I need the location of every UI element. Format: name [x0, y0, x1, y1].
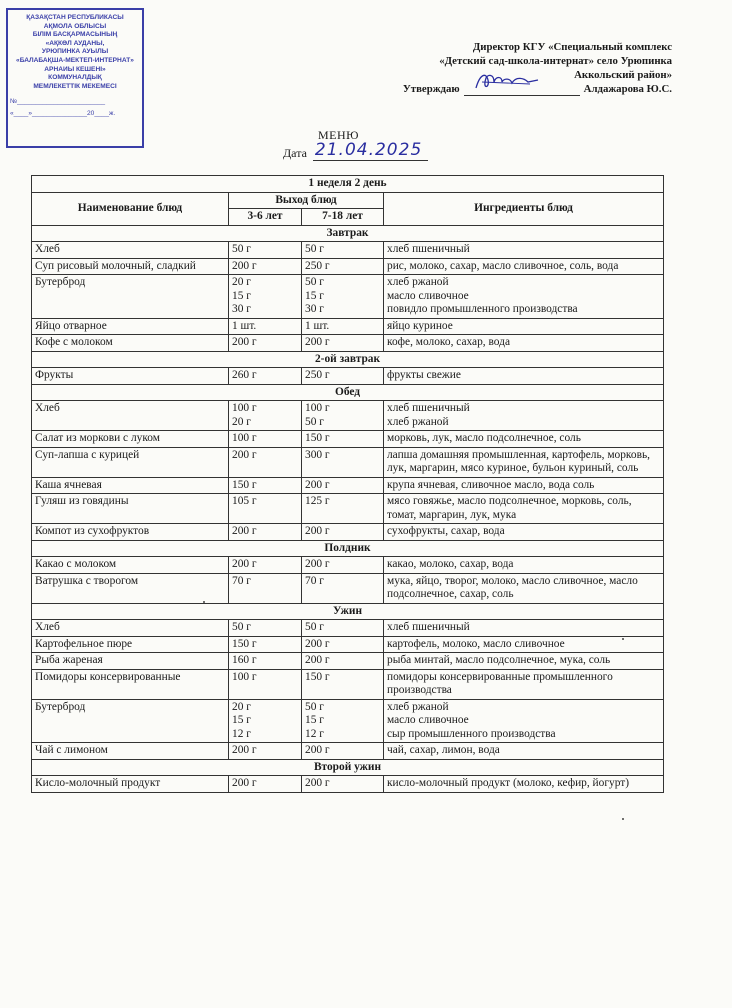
portion-3-6-cell: 100 г: [229, 431, 302, 448]
week-day-header: 1 неделя 2 день: [32, 176, 664, 193]
portion-7-18-cell: 125 г: [302, 494, 384, 524]
portion-3-6-cell: 200 г: [229, 743, 302, 760]
portion-3-6-cell: 200 г: [229, 335, 302, 352]
dish-name-cell: Яйцо отварное: [32, 318, 229, 335]
portion-3-6-cell: 70 г: [229, 573, 302, 603]
portion-7-18-cell: 100 г 50 г: [302, 401, 384, 431]
table-row: [32, 669, 664, 699]
portion-3-6-cell: 20 г 15 г 12 г: [229, 699, 302, 743]
meal-section-row: [32, 759, 664, 776]
meal-section-title: Обед: [32, 384, 664, 401]
stamp-line: АРНАЙЫ КЕШЕНІ»: [44, 65, 106, 73]
table-row: [32, 335, 664, 352]
ingredients-cell: лапша домашняя промышленная, картофель, морковь, лук, маргарин, мясо куриное, бульон куриный, соль: [384, 447, 664, 477]
dish-name-cell: Каша ячневая: [32, 477, 229, 494]
meal-section-row: [32, 540, 664, 557]
portion-7-18-cell: 200 г: [302, 776, 384, 793]
ingredients-cell: помидоры консервированные промышленного производства: [384, 669, 664, 699]
meal-section-row: [32, 384, 664, 401]
menu-body: [32, 225, 664, 792]
portion-7-18-cell: 70 г: [302, 573, 384, 603]
ingredients-cell: хлеб ржаной масло сливочное сыр промышленного производства: [384, 699, 664, 743]
table-row: [32, 275, 664, 319]
scan-speck: [622, 818, 624, 820]
meal-section-title: Полдник: [32, 540, 664, 557]
meal-section-title: Второй ужин: [32, 759, 664, 776]
portion-3-6-cell: 200 г: [229, 524, 302, 541]
portion-7-18-cell: 50 г 15 г 30 г: [302, 275, 384, 319]
ingredients-cell: хлеб пшеничный хлеб ржаной: [384, 401, 664, 431]
table-row: [32, 699, 664, 743]
table-row: [32, 494, 664, 524]
signature-line: [464, 82, 580, 96]
ingredients-cell: кофе, молоко, сахар, вода: [384, 335, 664, 352]
ingredients-cell: мясо говяжье, масло подсолнечное, морковь, соль, томат, маргарин, лук, мука: [384, 494, 664, 524]
dish-name-cell: Помидоры консервированные: [32, 669, 229, 699]
dish-name-cell: Ватрушка с творогом: [32, 573, 229, 603]
ingredients-cell: какао, молоко, сахар, вода: [384, 557, 664, 574]
portion-3-6-cell: 150 г: [229, 477, 302, 494]
portion-3-6-cell: 150 г: [229, 636, 302, 653]
dish-name-cell: Хлеб: [32, 242, 229, 259]
portion-3-6-cell: 200 г: [229, 557, 302, 574]
table-row: [32, 258, 664, 275]
table-row: [32, 431, 664, 448]
portion-7-18-cell: 200 г: [302, 653, 384, 670]
portion-7-18-cell: 200 г: [302, 636, 384, 653]
table-row: [32, 447, 664, 477]
stamp-number-line: №________________________: [10, 98, 106, 106]
table-row: [32, 573, 664, 603]
portion-3-6-cell: 200 г: [229, 447, 302, 477]
scan-speck: [203, 601, 205, 603]
table-row: [32, 477, 664, 494]
portion-7-18-cell: 300 г: [302, 447, 384, 477]
portion-3-6-cell: 200 г: [229, 776, 302, 793]
stamp-line: УРЮПИНКА АУЫЛЫ: [41, 48, 109, 56]
ingredients-cell: хлеб ржаной масло сливочное повидло промышленного производства: [384, 275, 664, 319]
table-row: [32, 620, 664, 637]
portion-7-18-cell: 200 г: [302, 524, 384, 541]
ingredients-cell: рис, молоко, сахар, масло сливочное, соль, вода: [384, 258, 664, 275]
handwritten-signature: [472, 70, 542, 94]
stamp-text: [10, 14, 140, 91]
approval-block: [342, 40, 672, 96]
approval-signature-row: [342, 82, 672, 96]
ingredients-cell: фрукты свежие: [384, 368, 664, 385]
approval-line-1: Директор КГУ «Специальный комплекс: [472, 41, 672, 53]
output-header: Выход блюд: [229, 192, 384, 209]
ingredients-cell: хлеб пшеничный: [384, 242, 664, 259]
dish-name-cell: Какао с молоком: [32, 557, 229, 574]
portion-7-18-cell: 150 г: [302, 669, 384, 699]
portion-7-18-cell: 150 г: [302, 431, 384, 448]
ingredients-cell: яйцо куриное: [384, 318, 664, 335]
meal-section-row: [32, 225, 664, 242]
stamp-line: «АҚКӨЛ АУДАНЫ,: [45, 39, 105, 47]
portion-3-6-cell: 50 г: [229, 620, 302, 637]
portion-3-6-cell: 100 г 20 г: [229, 401, 302, 431]
page-title: МЕНЮ: [318, 128, 359, 142]
meal-section-title: Ужин: [32, 603, 664, 620]
date-value: 21.04.2025: [313, 140, 428, 161]
ingredients-cell: картофель, молоко, масло сливочное: [384, 636, 664, 653]
stamp-line: ҚАЗАҚСТАН РЕСПУБЛИКАСЫ: [26, 14, 124, 21]
ingredients-cell: кисло-молочный продукт (молоко, кефир, йогурт): [384, 776, 664, 793]
age-3-6-header: 3-6 лет: [229, 209, 302, 226]
ingredients-header: Ингредиенты блюд: [384, 192, 664, 225]
portion-3-6-cell: 1 шт.: [229, 318, 302, 335]
dish-name-cell: Кофе с молоком: [32, 335, 229, 352]
portion-7-18-cell: 200 г: [302, 477, 384, 494]
dish-name-cell: Рыба жареная: [32, 653, 229, 670]
official-stamp: [6, 8, 144, 148]
approver-name: Алдажарова Ю.С.: [583, 83, 672, 95]
date-row: [283, 140, 428, 161]
dish-name-cell: Хлеб: [32, 401, 229, 431]
portion-3-6-cell: 100 г: [229, 669, 302, 699]
dish-name-cell: Чай с лимоном: [32, 743, 229, 760]
table-row: [32, 743, 664, 760]
ingredients-cell: хлеб пшеничный: [384, 620, 664, 637]
approval-line-3: Аккольский район»: [574, 69, 672, 81]
meal-section-title: Завтрак: [32, 225, 664, 242]
menu-table: [31, 175, 664, 793]
dish-name-cell: Салат из моркови с луком: [32, 431, 229, 448]
portion-7-18-cell: 50 г 15 г 12 г: [302, 699, 384, 743]
table-row: [32, 653, 664, 670]
portion-3-6-cell: 200 г: [229, 258, 302, 275]
meal-section-row: [32, 603, 664, 620]
dish-name-cell: Картофельное пюре: [32, 636, 229, 653]
dish-name-cell: Суп рисовый молочный, сладкий: [32, 258, 229, 275]
dish-name-cell: Бутерброд: [32, 699, 229, 743]
dish-name-cell: Компот из сухофруктов: [32, 524, 229, 541]
portion-3-6-cell: 160 г: [229, 653, 302, 670]
portion-7-18-cell: 200 г: [302, 557, 384, 574]
stamp-line: «БАЛАБАҚША-МЕКТЕП-ИНТЕРНАТ»: [16, 56, 134, 64]
table-row: [32, 524, 664, 541]
dish-name-cell: Бутерброд: [32, 275, 229, 319]
portion-7-18-cell: 200 г: [302, 743, 384, 760]
approval-line-2: «Детский сад-школа-интернат» село Урюпинка: [439, 55, 672, 67]
scan-speck: [622, 638, 624, 640]
stamp-line: КОММУНАЛДЫҚ: [48, 74, 102, 82]
ingredients-cell: мука, яйцо, творог, молоко, масло сливочное, масло подсолнечное, сахар, соль: [384, 573, 664, 603]
dish-name-header: Наименование блюд: [32, 192, 229, 225]
portion-3-6-cell: 105 г: [229, 494, 302, 524]
ingredients-cell: морковь, лук, масло подсолнечное, соль: [384, 431, 664, 448]
stamp-date-line: «____»_______________20____ж.: [10, 109, 116, 117]
table-row: [32, 368, 664, 385]
portion-7-18-cell: 250 г: [302, 368, 384, 385]
dish-name-cell: Суп-лапша с курицей: [32, 447, 229, 477]
dish-name-cell: Фрукты: [32, 368, 229, 385]
portion-7-18-cell: 200 г: [302, 335, 384, 352]
meal-section-title: 2-ой завтрак: [32, 351, 664, 368]
table-row: [32, 318, 664, 335]
approve-label: Утверждаю: [402, 83, 460, 95]
portion-3-6-cell: 20 г 15 г 30 г: [229, 275, 302, 319]
dish-name-cell: Кисло-молочный продукт: [32, 776, 229, 793]
portion-7-18-cell: 250 г: [302, 258, 384, 275]
table-row: [32, 557, 664, 574]
table-row: [32, 636, 664, 653]
stamp-line: АҚМОЛА ОБЛЫСЫ: [43, 22, 107, 30]
portion-3-6-cell: 260 г: [229, 368, 302, 385]
ingredients-cell: сухофрукты, сахар, вода: [384, 524, 664, 541]
stamp-line: БІЛІМ БАСҚАРМАСЫНЫҢ: [32, 31, 118, 39]
table-row: [32, 401, 664, 431]
date-label: Дата: [283, 146, 307, 160]
dish-name-cell: Хлеб: [32, 620, 229, 637]
meal-section-row: [32, 351, 664, 368]
portion-7-18-cell: 50 г: [302, 620, 384, 637]
portion-7-18-cell: 1 шт.: [302, 318, 384, 335]
stamp-line: МЕМЛЕКЕТТІК МЕКЕМЕСІ: [33, 82, 117, 90]
ingredients-cell: крупа ячневая, сливочное масло, вода соль: [384, 477, 664, 494]
table-row: [32, 776, 664, 793]
table-row: [32, 242, 664, 259]
portion-3-6-cell: 50 г: [229, 242, 302, 259]
dish-name-cell: Гуляш из говядины: [32, 494, 229, 524]
ingredients-cell: рыба минтай, масло подсолнечное, мука, соль: [384, 653, 664, 670]
age-7-18-header: 7-18 лет: [302, 209, 384, 226]
ingredients-cell: чай, сахар, лимон, вода: [384, 743, 664, 760]
portion-7-18-cell: 50 г: [302, 242, 384, 259]
